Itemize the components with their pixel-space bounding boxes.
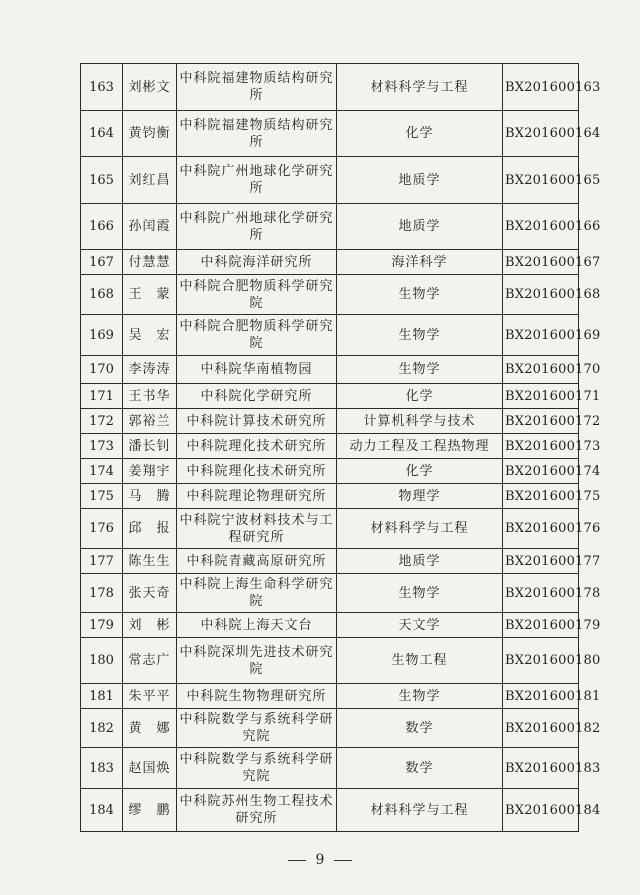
certificate-code-cell: BX201600179 (503, 613, 579, 638)
page-footer (0, 852, 640, 868)
person-name-cell: 吴 宏 (123, 315, 177, 356)
awardee-table (80, 63, 601, 832)
table-body (81, 64, 601, 832)
discipline-cell: 生物学 (337, 574, 503, 613)
row-number-cell: 168 (81, 275, 123, 315)
certificate-code-cell: BX201600166 (503, 204, 579, 250)
person-name-cell: 孙闰霞 (123, 204, 177, 250)
certificate-code-cell: BX201600178 (503, 574, 579, 613)
row-number-cell: 183 (81, 748, 123, 789)
certificate-code-cell: BX201600170 (503, 356, 579, 384)
person-name-cell: 刘 彬 (123, 613, 177, 638)
institute-name-cell: 中科院广州地球化学研究所 (177, 157, 337, 204)
table-row (81, 459, 579, 484)
person-name-cell: 姜翔宇 (123, 459, 177, 484)
certificate-code-cell: BX201600171 (503, 384, 579, 409)
certificate-code-cell: BX201600165 (503, 157, 579, 204)
certificate-code-cell: BX201600176 (503, 509, 579, 549)
certificate-code-cell: BX201600180 (503, 638, 579, 684)
institute-name-cell: 中科院理化技术研究所 (177, 434, 337, 459)
table-row (81, 275, 579, 315)
table-row (81, 748, 579, 789)
institute-name-cell: 中科院理论物理研究所 (177, 484, 337, 509)
row-number-cell: 173 (81, 434, 123, 459)
table-row (81, 684, 579, 709)
row-number-cell: 176 (81, 509, 123, 549)
institute-name-cell: 中科院宁波材料技术与工程研究所 (177, 509, 337, 549)
table-row (81, 204, 579, 250)
person-name-cell: 黄 娜 (123, 709, 177, 748)
person-name-cell: 付慧慧 (123, 250, 177, 275)
table-row (81, 315, 579, 356)
certificate-code-cell: BX201600163 (503, 64, 579, 111)
table-row (81, 789, 579, 832)
row-number-cell: 169 (81, 315, 123, 356)
person-name-cell: 李涛涛 (123, 356, 177, 384)
certificate-code-cell: BX201600168 (503, 275, 579, 315)
discipline-cell: 化学 (337, 111, 503, 157)
person-name-cell: 王 蒙 (123, 275, 177, 315)
discipline-cell: 数学 (337, 709, 503, 748)
discipline-cell: 材料科学与工程 (337, 509, 503, 549)
row-number-cell: 182 (81, 709, 123, 748)
certificate-code-cell: BX201600175 (503, 484, 579, 509)
institute-name-cell: 中科院华南植物园 (177, 356, 337, 384)
row-number-cell: 175 (81, 484, 123, 509)
certificate-code-cell: BX201600181 (503, 684, 579, 709)
person-name-cell: 黄钧衡 (123, 111, 177, 157)
institute-name-cell: 中科院苏州生物工程技术研究所 (177, 789, 337, 832)
person-name-cell: 王书华 (123, 384, 177, 409)
person-name-cell: 马 腾 (123, 484, 177, 509)
discipline-cell: 地质学 (337, 204, 503, 250)
person-name-cell: 刘彬文 (123, 64, 177, 111)
certificate-code-cell: BX201600184 (503, 789, 579, 832)
discipline-cell: 计算机科学与技术 (337, 409, 503, 434)
table-row (81, 709, 579, 748)
certificate-code-cell: BX201600183 (503, 748, 579, 789)
discipline-cell: 生物学 (337, 315, 503, 356)
institute-name-cell: 中科院化学研究所 (177, 384, 337, 409)
row-number-cell: 178 (81, 574, 123, 613)
certificate-code-cell: BX201600177 (503, 549, 579, 574)
certificate-code-cell: BX201600164 (503, 111, 579, 157)
person-name-cell: 缪 鹏 (123, 789, 177, 832)
person-name-cell: 常志广 (123, 638, 177, 684)
discipline-cell: 地质学 (337, 549, 503, 574)
discipline-cell: 生物学 (337, 275, 503, 315)
institute-name-cell: 中科院合肥物质科学研究院 (177, 315, 337, 356)
institute-name-cell: 中科院青藏高原研究所 (177, 549, 337, 574)
institute-name-cell: 中科院生物物理研究所 (177, 684, 337, 709)
table-row (81, 157, 579, 204)
person-name-cell: 张天奇 (123, 574, 177, 613)
person-name-cell: 朱平平 (123, 684, 177, 709)
person-name-cell: 邱 报 (123, 509, 177, 549)
institute-name-cell: 中科院广州地球化学研究所 (177, 204, 337, 250)
certificate-code-cell: BX201600167 (503, 250, 579, 275)
discipline-cell: 生物学 (337, 684, 503, 709)
row-number-cell: 180 (81, 638, 123, 684)
row-number-cell: 164 (81, 111, 123, 157)
row-number-cell: 184 (81, 789, 123, 832)
person-name-cell: 潘长钊 (123, 434, 177, 459)
discipline-cell: 材料科学与工程 (337, 64, 503, 111)
institute-name-cell: 中科院上海生命科学研究院 (177, 574, 337, 613)
discipline-cell: 天文学 (337, 613, 503, 638)
table-row (81, 111, 579, 157)
certificate-code-cell: BX201600182 (503, 709, 579, 748)
institute-name-cell: 中科院福建物质结构研究所 (177, 111, 337, 157)
table-row (81, 434, 579, 459)
row-number-cell: 166 (81, 204, 123, 250)
institute-name-cell: 中科院数学与系统科学研究院 (177, 748, 337, 789)
table-row (81, 574, 579, 613)
certificate-code-cell: BX201600169 (503, 315, 579, 356)
row-number-cell: 167 (81, 250, 123, 275)
institute-name-cell: 中科院海洋研究所 (177, 250, 337, 275)
institute-name-cell: 中科院合肥物质科学研究院 (177, 275, 337, 315)
row-number-cell: 171 (81, 384, 123, 409)
table-row (81, 484, 579, 509)
discipline-cell: 材料科学与工程 (337, 789, 503, 832)
certificate-code-cell: BX201600172 (503, 409, 579, 434)
footer-dash-right (334, 860, 352, 861)
institute-name-cell: 中科院理化技术研究所 (177, 459, 337, 484)
discipline-cell: 生物工程 (337, 638, 503, 684)
institute-name-cell: 中科院上海天文台 (177, 613, 337, 638)
institute-name-cell: 中科院数学与系统科学研究院 (177, 709, 337, 748)
person-name-cell: 郭裕兰 (123, 409, 177, 434)
discipline-cell: 动力工程及工程热物理 (337, 434, 503, 459)
table-row (81, 549, 579, 574)
table-row (81, 64, 579, 111)
discipline-cell: 地质学 (337, 157, 503, 204)
person-name-cell: 陈生生 (123, 549, 177, 574)
row-number-cell: 170 (81, 356, 123, 384)
institute-name-cell: 中科院深圳先进技术研究院 (177, 638, 337, 684)
table-row (81, 509, 579, 549)
discipline-cell: 物理学 (337, 484, 503, 509)
footer-dash-left (288, 860, 306, 861)
page-number: 9 (315, 852, 325, 868)
table-row (81, 638, 579, 684)
person-name-cell: 刘红昌 (123, 157, 177, 204)
row-number-cell: 172 (81, 409, 123, 434)
row-number-cell: 174 (81, 459, 123, 484)
row-number-cell: 165 (81, 157, 123, 204)
discipline-cell: 生物学 (337, 356, 503, 384)
certificate-code-cell: BX201600173 (503, 434, 579, 459)
table-row (81, 613, 579, 638)
table-row (81, 250, 579, 275)
certificate-code-cell: BX201600174 (503, 459, 579, 484)
table-row (81, 384, 579, 409)
row-number-cell: 163 (81, 64, 123, 111)
row-number-cell: 181 (81, 684, 123, 709)
row-number-cell: 177 (81, 549, 123, 574)
discipline-cell: 化学 (337, 384, 503, 409)
table-row (81, 409, 579, 434)
institute-name-cell: 中科院福建物质结构研究所 (177, 64, 337, 111)
row-number-cell: 179 (81, 613, 123, 638)
discipline-cell: 海洋科学 (337, 250, 503, 275)
person-name-cell: 赵国焕 (123, 748, 177, 789)
discipline-cell: 化学 (337, 459, 503, 484)
institute-name-cell: 中科院计算技术研究所 (177, 409, 337, 434)
table-row (81, 356, 579, 384)
discipline-cell: 数学 (337, 748, 503, 789)
